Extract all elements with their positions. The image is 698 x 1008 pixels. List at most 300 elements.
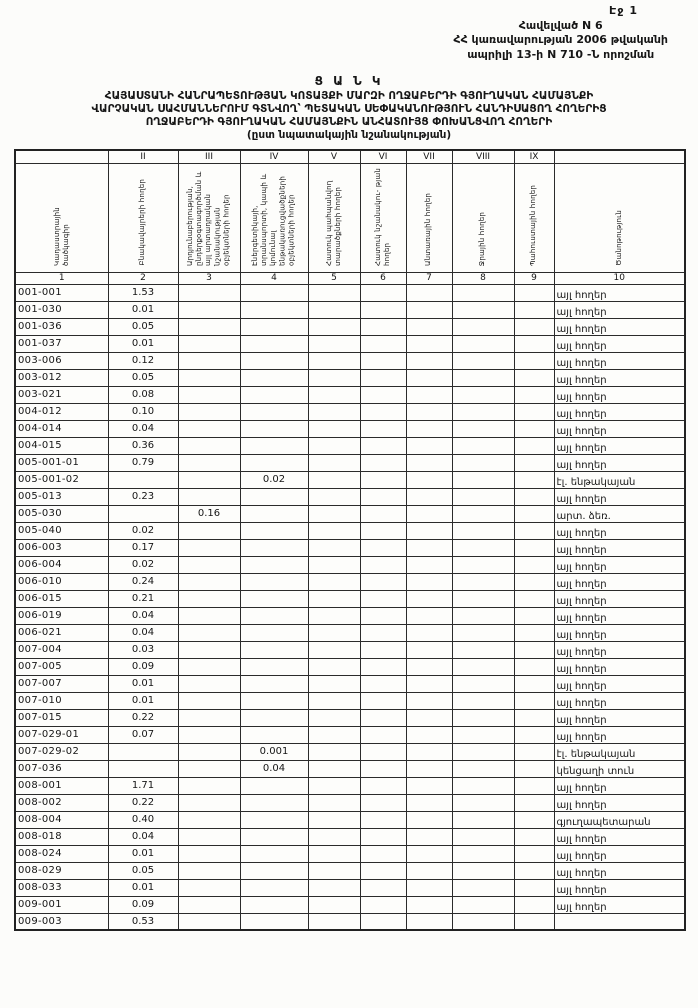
table-row (15, 522, 685, 539)
roman-numeral: VI (360, 150, 406, 163)
cell-value (514, 726, 554, 743)
cell-value (308, 828, 360, 845)
cell-value (308, 607, 360, 624)
cell-value (240, 913, 308, 930)
cell-value (240, 845, 308, 862)
cell-value (308, 454, 360, 471)
cell-value (178, 301, 240, 318)
cell-value (178, 896, 240, 913)
cell-value (514, 828, 554, 845)
table-row (15, 692, 685, 709)
cell-value (360, 318, 406, 335)
cell-note (554, 913, 685, 930)
cell-value (406, 386, 452, 403)
cell-note: այլ հողեր (554, 709, 685, 726)
cell-value (240, 624, 308, 641)
cell-value (452, 335, 514, 352)
cell-value (178, 913, 240, 930)
cell-value (240, 896, 308, 913)
table-row (15, 726, 685, 743)
cell-value: 0.04 (108, 420, 178, 437)
cell-value (240, 352, 308, 369)
cell-value (308, 777, 360, 794)
cell-value (178, 624, 240, 641)
cell-cadastral-code: 007-029-02 (15, 743, 108, 760)
cell-value (360, 862, 406, 879)
cell-value (178, 318, 240, 335)
cell-value (406, 505, 452, 522)
cell-value (240, 777, 308, 794)
subtitle-line: ՈՂՋԱԲԵՐԴԻ ԳՅՈՒՂԱԿԱՆ ՀԱՄԱՅՆՔԻՆ ԱՆՀԱՏՈՒՅՑ ՓՈԽԱՆՑՎՈՂ ՀՈՂԵՐԻ (145, 116, 553, 129)
cell-note: այլ հողեր (554, 454, 685, 471)
cell-value (514, 556, 554, 573)
cell-value (108, 743, 178, 760)
cell-value (452, 607, 514, 624)
cell-value (452, 471, 514, 488)
cell-value (406, 369, 452, 386)
cell-value (452, 522, 514, 539)
cell-value (308, 658, 360, 675)
cell-value (360, 539, 406, 556)
cell-value (452, 709, 514, 726)
cell-value (308, 471, 360, 488)
cell-value: 0.10 (108, 403, 178, 420)
column-number: 6 (360, 272, 406, 284)
cell-value (360, 879, 406, 896)
column-header-label: Կադաստրային ծածկագիր (52, 207, 70, 266)
cell-value: 0.23 (108, 488, 178, 505)
cell-value: 0.02 (108, 556, 178, 573)
cell-value (514, 284, 554, 301)
cell-note: այլ հողեր (554, 352, 685, 369)
cell-note: այլ հողեր (554, 879, 685, 896)
cell-note: այլ հողեր (554, 675, 685, 692)
cell-value (178, 284, 240, 301)
cell-value (240, 862, 308, 879)
cell-value (452, 794, 514, 811)
appendix-block (453, 19, 668, 62)
cell-value (452, 760, 514, 777)
column-header (15, 163, 108, 272)
cell-value (406, 658, 452, 675)
document-subtitle (14, 90, 684, 143)
column-header (514, 163, 554, 272)
cell-value (452, 539, 514, 556)
cell-note: այլ հողեր (554, 301, 685, 318)
cell-value (514, 760, 554, 777)
cell-value (360, 726, 406, 743)
cell-value (178, 369, 240, 386)
cell-value (308, 403, 360, 420)
roman-numeral-row (15, 150, 685, 163)
cell-note: այլ հողեր (554, 777, 685, 794)
cell-value (360, 505, 406, 522)
table-row (15, 539, 685, 556)
cell-value (178, 811, 240, 828)
cell-value (406, 437, 452, 454)
cell-cadastral-code: 008-001 (15, 777, 108, 794)
cell-value (308, 386, 360, 403)
cell-note: այլ հողեր (554, 794, 685, 811)
roman-numeral (15, 150, 108, 163)
cell-value (406, 539, 452, 556)
table-body (15, 284, 685, 930)
cell-value: 0.04 (108, 624, 178, 641)
cell-value: 0.79 (108, 454, 178, 471)
cell-value (514, 488, 554, 505)
cell-value (514, 641, 554, 658)
cell-cadastral-code: 008-004 (15, 811, 108, 828)
cell-value (240, 505, 308, 522)
cell-value (178, 658, 240, 675)
cell-value (240, 573, 308, 590)
cell-value (514, 590, 554, 607)
cell-value (406, 522, 452, 539)
cell-value (240, 369, 308, 386)
cell-value (240, 556, 308, 573)
cell-value: 0.08 (108, 386, 178, 403)
cell-value (406, 335, 452, 352)
cell-value (452, 743, 514, 760)
cell-value (240, 794, 308, 811)
table-row (15, 624, 685, 641)
cell-value (178, 590, 240, 607)
column-number: 10 (554, 272, 685, 284)
cell-value (240, 335, 308, 352)
cell-cadastral-code: 004-014 (15, 420, 108, 437)
column-header-label: Ծանոթություն (614, 210, 623, 266)
cell-value (514, 743, 554, 760)
cell-value (240, 284, 308, 301)
cell-value: 0.12 (108, 352, 178, 369)
table-row (15, 675, 685, 692)
cell-value (406, 760, 452, 777)
cell-value (514, 777, 554, 794)
table-row (15, 896, 685, 913)
cell-note: այլ հողեր (554, 862, 685, 879)
cell-note: այլ հողեր (554, 658, 685, 675)
cell-value: 0.22 (108, 794, 178, 811)
cell-value (360, 454, 406, 471)
cell-value: 0.04 (108, 828, 178, 845)
cell-value: 0.05 (108, 369, 178, 386)
cell-value (452, 454, 514, 471)
cell-value (360, 760, 406, 777)
cell-value (406, 896, 452, 913)
column-header (240, 163, 308, 272)
cell-note: այլ հողեր (554, 726, 685, 743)
cell-value (308, 556, 360, 573)
cell-value (178, 845, 240, 862)
cell-note: այլ հողեր (554, 692, 685, 709)
cell-cadastral-code: 004-012 (15, 403, 108, 420)
cell-value (240, 386, 308, 403)
cell-cadastral-code: 007-005 (15, 658, 108, 675)
cell-note: այլ հողեր (554, 369, 685, 386)
table-row (15, 352, 685, 369)
cell-cadastral-code: 003-006 (15, 352, 108, 369)
cell-value (452, 284, 514, 301)
cell-value (452, 318, 514, 335)
cell-value (406, 862, 452, 879)
cell-value (406, 828, 452, 845)
cell-value (308, 352, 360, 369)
cell-value (406, 590, 452, 607)
cell-cadastral-code: 007-029-01 (15, 726, 108, 743)
cell-value: 1.53 (108, 284, 178, 301)
cell-value (308, 862, 360, 879)
table-row (15, 760, 685, 777)
cell-value (308, 794, 360, 811)
table-row (15, 488, 685, 505)
cell-value (360, 828, 406, 845)
cell-value (406, 488, 452, 505)
cell-value (360, 743, 406, 760)
cell-value (308, 726, 360, 743)
cell-value (240, 709, 308, 726)
cell-value: 0.01 (108, 301, 178, 318)
cell-value (240, 301, 308, 318)
cell-value (178, 777, 240, 794)
cell-value: 0.09 (108, 896, 178, 913)
cell-value (360, 913, 406, 930)
cell-value: 0.01 (108, 845, 178, 862)
cell-value (406, 301, 452, 318)
cell-value (452, 573, 514, 590)
cell-value (360, 369, 406, 386)
cell-value (308, 692, 360, 709)
cell-value (240, 403, 308, 420)
cell-value (452, 896, 514, 913)
appendix-line: ՀՀ կառավարության 2006 թվականի (453, 33, 668, 47)
cell-value (308, 760, 360, 777)
cell-value: 0.01 (108, 692, 178, 709)
cell-cadastral-code: 006-015 (15, 590, 108, 607)
cell-value (178, 454, 240, 471)
cell-cadastral-code: 001-030 (15, 301, 108, 318)
cell-value (360, 471, 406, 488)
cell-value (360, 522, 406, 539)
cell-value (178, 403, 240, 420)
cell-value (452, 828, 514, 845)
cell-value: 0.07 (108, 726, 178, 743)
cell-value (406, 743, 452, 760)
cell-value (514, 335, 554, 352)
column-header (360, 163, 406, 272)
column-header-label: Հատուկ նշանակու- թյան հողեր (373, 167, 391, 266)
cell-value (360, 607, 406, 624)
cell-note: այլ հողեր (554, 828, 685, 845)
cell-note: այլ հողեր (554, 284, 685, 301)
cell-note: այլ հողեր (554, 607, 685, 624)
cell-value (108, 471, 178, 488)
cell-value (406, 879, 452, 896)
cell-value (308, 488, 360, 505)
cell-value (514, 539, 554, 556)
table-row (15, 862, 685, 879)
cell-value (240, 318, 308, 335)
table-row (15, 471, 685, 488)
cell-cadastral-code: 005-013 (15, 488, 108, 505)
cell-value (178, 641, 240, 658)
table-row (15, 641, 685, 658)
cell-value (308, 505, 360, 522)
cell-note: այլ հողեր (554, 420, 685, 437)
cell-value (452, 726, 514, 743)
cell-value (514, 301, 554, 318)
cell-value (406, 454, 452, 471)
cell-value (514, 386, 554, 403)
cell-value (360, 692, 406, 709)
cell-value (308, 743, 360, 760)
cell-value (308, 573, 360, 590)
cell-note: այլ հողեր (554, 845, 685, 862)
cell-value (514, 794, 554, 811)
cell-cadastral-code: 009-003 (15, 913, 108, 930)
cell-value (178, 386, 240, 403)
column-number: 8 (452, 272, 514, 284)
cell-note: այլ հողեր (554, 539, 685, 556)
cell-value (178, 522, 240, 539)
column-header (108, 163, 178, 272)
table-row (15, 709, 685, 726)
cell-value (178, 760, 240, 777)
table-row (15, 437, 685, 454)
cell-value (178, 828, 240, 845)
cell-value (308, 675, 360, 692)
cell-value (514, 862, 554, 879)
cell-value (178, 726, 240, 743)
cell-cadastral-code: 008-029 (15, 862, 108, 879)
cell-note: այլ հողեր (554, 624, 685, 641)
roman-numeral: IV (240, 150, 308, 163)
cell-value (452, 556, 514, 573)
cell-value (452, 641, 514, 658)
cell-note: այլ հողեր (554, 318, 685, 335)
column-header (308, 163, 360, 272)
table-row (15, 454, 685, 471)
cell-cadastral-code: 005-001-01 (15, 454, 108, 471)
cell-value: 1.71 (108, 777, 178, 794)
table-row (15, 777, 685, 794)
cell-value (240, 590, 308, 607)
cell-value (178, 692, 240, 709)
cell-value (178, 420, 240, 437)
roman-numeral: IX (514, 150, 554, 163)
table-row (15, 794, 685, 811)
roman-numeral (554, 150, 685, 163)
cell-value: 0.03 (108, 641, 178, 658)
cell-cadastral-code: 006-004 (15, 556, 108, 573)
table-row (15, 505, 685, 522)
cell-value: 0.24 (108, 573, 178, 590)
cell-value (406, 709, 452, 726)
cell-value (406, 624, 452, 641)
cell-value (178, 488, 240, 505)
cell-value (360, 794, 406, 811)
cell-value (406, 318, 452, 335)
cell-value (514, 505, 554, 522)
column-number: 3 (178, 272, 240, 284)
cell-value (406, 420, 452, 437)
cell-value: 0.17 (108, 539, 178, 556)
table-head (15, 150, 685, 284)
column-header-label: Ջրային հողեր (478, 211, 487, 266)
cell-value (360, 437, 406, 454)
cell-note: կենցաղի տուն (554, 760, 685, 777)
table-row (15, 301, 685, 318)
cell-cadastral-code: 001-036 (15, 318, 108, 335)
column-number: 9 (514, 272, 554, 284)
cell-value (360, 675, 406, 692)
column-header-label: Էներգետիկայի, տրանսպորտի, կապի և կոմունալ ենթակառուցվածքների օբյեկտների հողեր (251, 173, 296, 266)
cell-cadastral-code: 006-021 (15, 624, 108, 641)
cell-value (406, 675, 452, 692)
cell-value (178, 675, 240, 692)
cell-note: այլ հողեր (554, 386, 685, 403)
cell-value (514, 607, 554, 624)
cell-value (178, 709, 240, 726)
cell-cadastral-code: 006-019 (15, 607, 108, 624)
cell-value (514, 692, 554, 709)
document-title: Ց Ա Ն Կ (314, 73, 384, 88)
cell-value (178, 573, 240, 590)
cell-cadastral-code: 008-018 (15, 828, 108, 845)
cell-value (452, 658, 514, 675)
cell-value (240, 828, 308, 845)
cell-value (178, 862, 240, 879)
cell-value (240, 726, 308, 743)
column-header-row (15, 163, 685, 272)
column-number: 7 (406, 272, 452, 284)
table-row (15, 913, 685, 930)
table-row (15, 845, 685, 862)
cell-value (360, 573, 406, 590)
cell-cadastral-code: 006-010 (15, 573, 108, 590)
cell-value (178, 879, 240, 896)
cell-value (452, 624, 514, 641)
cell-cadastral-code: 007-004 (15, 641, 108, 658)
table-row (15, 607, 685, 624)
cell-note: այլ հողեր (554, 641, 685, 658)
subtitle-line: (ըստ նպատակային նշանակության) (246, 129, 452, 142)
cell-value (406, 794, 452, 811)
cell-value (452, 862, 514, 879)
cell-value (308, 301, 360, 318)
appendix-line: Հավելված N 6 (518, 19, 603, 32)
cell-cadastral-code: 007-010 (15, 692, 108, 709)
cell-cadastral-code: 005-001-02 (15, 471, 108, 488)
cell-value (360, 590, 406, 607)
cell-value: 0.01 (108, 335, 178, 352)
cell-value (452, 777, 514, 794)
cell-value (514, 658, 554, 675)
cell-value (452, 403, 514, 420)
cell-value (406, 913, 452, 930)
cell-note: այլ հողեր (554, 590, 685, 607)
column-header-label: Պահուստային հողեր (529, 184, 538, 266)
table-row (15, 403, 685, 420)
cell-value (178, 794, 240, 811)
column-header (452, 163, 514, 272)
column-header (178, 163, 240, 272)
cell-note: այլ հողեր (554, 573, 685, 590)
cell-value (514, 352, 554, 369)
cell-value (308, 811, 360, 828)
cell-value (240, 454, 308, 471)
cell-value: 0.22 (108, 709, 178, 726)
cell-value (452, 369, 514, 386)
